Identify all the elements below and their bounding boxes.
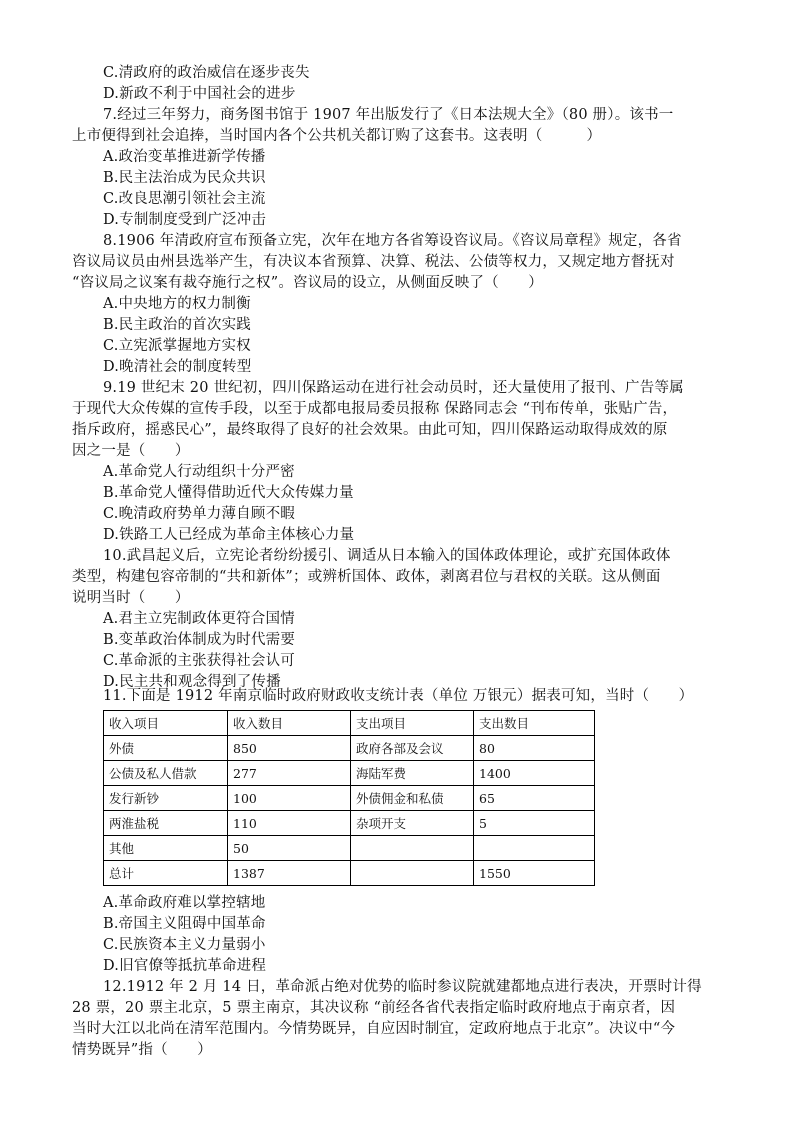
q6-option-d: D.新政不利于中国社会的进步 [103, 86, 296, 102]
q11-option-d: D.旧官僚等抵抗革命进程 [103, 958, 267, 974]
q10-option-d: D.民主共和观念得到了传播 [103, 674, 281, 690]
table-row [104, 811, 595, 836]
table-row [104, 836, 595, 861]
q12-stem-continued: 当时大江以北尚在清军范围内。今情势既异，自应因时制宜，定政府地点于北京”。决议中“今 [72, 1021, 676, 1037]
q6-option-c: C.清政府的政治威信在逐步丧失 [103, 65, 310, 81]
q10-stem-continued: 类型，构建包容帝制的“共和新体”；或辨析国体、政体，剥离君位与君权的关联。这从侧面 [72, 569, 661, 585]
q11-option-b: B.帝国主义阻碍中国革命 [103, 916, 266, 932]
table-cell: 100 [228, 786, 351, 811]
table-header-row [104, 711, 595, 736]
finance-table [103, 710, 595, 886]
q7-option-a: A.政治变革推进新学传播 [103, 149, 266, 165]
q8-stem-continued: 咨议局议员由州县选举产生，有决议本省预算、决算、税法、公债等权力，又规定地方督抚对 [72, 254, 675, 270]
q12-stem-continued: 28 票，20 票主北京，5 票主南京，其决议称 “前经各省代表指定临时政府地点于南京者，因 [72, 1000, 676, 1016]
table-cell: 110 [228, 811, 351, 836]
q10-stem-continued: 说明当时（ ） [72, 590, 190, 606]
q7-stem-continued: 上市便得到社会追捧，当时国内各个公共机关都订购了这套书。这表明（ ） [72, 128, 602, 144]
table-cell: 65 [474, 786, 595, 811]
table-row [104, 736, 595, 761]
table-cell: 850 [228, 736, 351, 761]
q9-option-d: D.铁路工人已经成为革命主体核心力量 [103, 527, 355, 543]
table-cell: 外债佣金和私债 [351, 786, 474, 811]
table-cell: 外债 [104, 736, 228, 761]
table-cell: 5 [474, 811, 595, 836]
q7-option-c: C.改良思潮引领社会主流 [103, 191, 266, 207]
table-cell: 1387 [228, 861, 351, 886]
q10-option-a: A.君主立宪制政体更符合国情 [103, 611, 295, 627]
q9-stem-continued: 指斥政府，摇惑民心”，最终取得了良好的社会效果。由此可知，四川保路运动取得成效的原 [72, 422, 668, 438]
table-header-cell: 支出数目 [474, 711, 595, 736]
table-cell: 1400 [474, 761, 595, 786]
q9-option-c: C.晚清政府势单力薄自顾不暇 [103, 506, 295, 522]
table-cell [351, 861, 474, 886]
table-cell: 杂项开支 [351, 811, 474, 836]
table-cell: 1550 [474, 861, 595, 886]
q7-stem: 7.经过三年努力，商务图书馆于 1907 年出版发行了《日本法规大全》（80 册）。该书一 [103, 107, 674, 123]
q7-option-b: B.民主法治成为民众共识 [103, 170, 266, 186]
table-cell: 两淮盐税 [104, 811, 228, 836]
q11-option-c: C.民族资本主义力量弱小 [103, 937, 266, 953]
q11-stem: 11.下面是 1912 年南京临时政府财政收支统计表（单位 万银元）据表可知，当时（ ） [103, 688, 694, 704]
q9-stem-continued: 于现代大众传媒的宣传手段，以至于成都电报局委员报称 保路同志会 “刊布传单，张贴广告， [72, 401, 678, 417]
q8-stem-continued: “咨议局之议案有裁夺施行之权”。咨议局的设立，从侧面反映了（ ） [72, 275, 543, 291]
table-cell: 50 [228, 836, 351, 861]
q9-option-a: A.革命党人行动组织十分严密 [103, 464, 295, 480]
table-cell: 80 [474, 736, 595, 761]
table-cell: 政府各部及会议 [351, 736, 474, 761]
q9-option-b: B.革命党人懂得借助近代大众传媒力量 [103, 485, 354, 501]
table-row [104, 861, 595, 886]
q10-option-c: C.革命派的主张获得社会认可 [103, 653, 295, 669]
q9-stem-continued: 因之一是（ ） [72, 443, 190, 459]
table-header-cell: 收入数目 [228, 711, 351, 736]
table-header-cell: 收入项目 [104, 711, 228, 736]
q10-stem: 10.武昌起义后，立宪论者纷纷援引、调适从日本输入的国体政体理论，或扩充国体政体 [103, 548, 671, 564]
q8-option-c: C.立宪派掌握地方实权 [103, 338, 251, 354]
q7-option-d: D.专制制度受到广泛冲击 [103, 212, 267, 228]
table-cell [474, 836, 595, 861]
q8-option-a: A.中央地方的权力制衡 [103, 296, 251, 312]
table-cell: 其他 [104, 836, 228, 861]
q10-option-b: B.变革政治体制成为时代需要 [103, 632, 296, 648]
q8-option-d: D.晚清社会的制度转型 [103, 359, 252, 375]
q12-stem-continued: 情势既异”指（ ） [72, 1042, 212, 1058]
table-cell [351, 836, 474, 861]
q9-stem: 9.19 世纪末 20 世纪初，四川保路运动在进行社会动员时，还大量使用了报刊、广告等属 [103, 380, 684, 396]
table-cell: 277 [228, 761, 351, 786]
q11-option-a: A.革命政府难以掌控辖地 [103, 895, 266, 911]
table-header-cell: 支出项目 [351, 711, 474, 736]
q12-stem: 12.1912 年 2 月 14 日，革命派占绝对优势的临时参议院就建都地点进行表决，开票时计得 [103, 979, 702, 995]
table-cell: 海陆军费 [351, 761, 474, 786]
table-cell: 总计 [104, 861, 228, 886]
table-cell: 发行新钞 [104, 786, 228, 811]
table-cell: 公债及私人借款 [104, 761, 228, 786]
table-row [104, 761, 595, 786]
q8-stem: 8.1906 年清政府宣布预备立宪，次年在地方各省筹设咨议局。《咨议局章程》规定，各省 [103, 233, 682, 249]
table-row [104, 786, 595, 811]
q8-option-b: B.民主政治的首次实践 [103, 317, 251, 333]
